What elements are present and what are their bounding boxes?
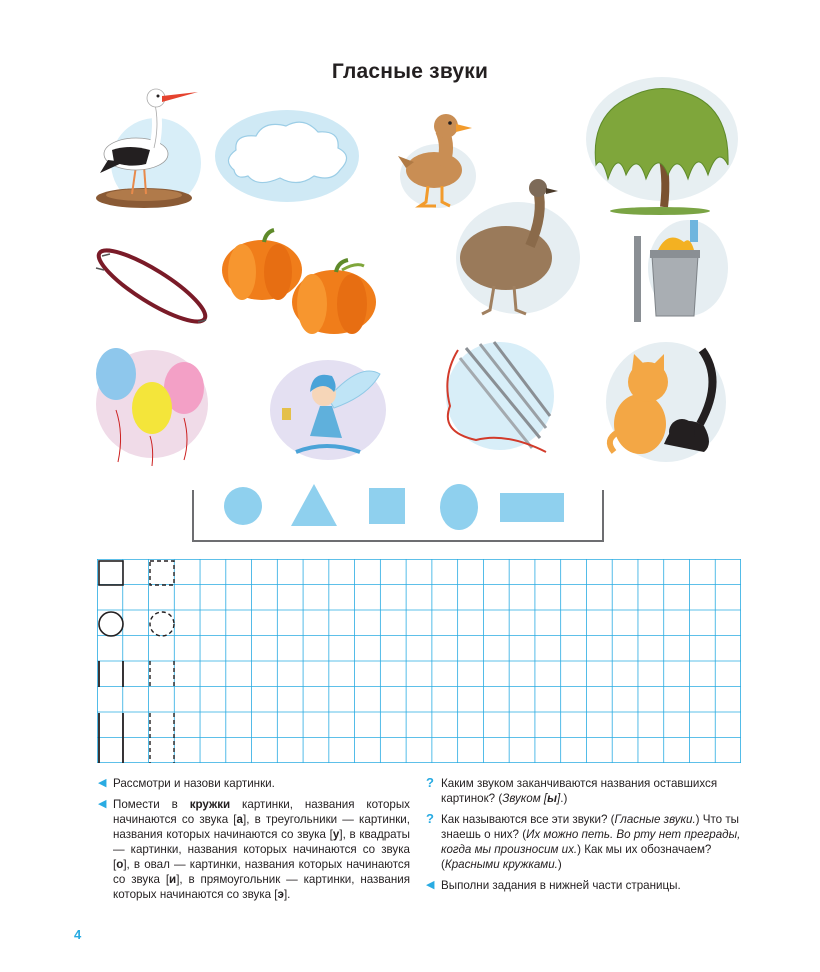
pumpkins-picture — [222, 226, 382, 336]
sound-letter: и — [169, 873, 177, 886]
question-mark-icon: ? — [426, 811, 434, 826]
sound-letter: а — [236, 813, 243, 826]
answer-text: Их можно петь. Во рту нет преграды, когда мы произносим их. — [441, 828, 741, 856]
willow-picture — [580, 75, 740, 215]
instruction-item — [98, 776, 410, 791]
instruction-text: ]. — [283, 888, 291, 901]
instructions-right — [426, 776, 742, 899]
question-text: Каким звуком заканчиваются названия оставшихся картинок? ( — [441, 777, 718, 805]
square-shape — [369, 488, 405, 524]
answer-text: ] — [557, 792, 561, 805]
question-item — [426, 812, 742, 872]
instruction-text: картинки, названия которых начинаются со звука [ — [113, 798, 410, 826]
question-text: ) Как мы их обозначаем? ( — [441, 843, 712, 871]
sound-letter: о — [116, 858, 124, 871]
square-sample — [99, 561, 123, 585]
page-number: 4 — [74, 927, 82, 942]
instruction-text: ], в треугольники — картинки, названия которых начинаются со звука [ — [113, 813, 410, 841]
hoop-picture — [88, 242, 216, 330]
instructions-left — [98, 776, 410, 908]
page-title: Гласные звуки — [331, 60, 489, 83]
instruction-text: Рассмотри и назови картинки. — [113, 777, 275, 790]
question-item — [426, 776, 742, 806]
instruction-item — [98, 797, 410, 902]
circle-sample — [99, 612, 123, 636]
sound-letter: у — [332, 828, 340, 841]
triangle-shape — [291, 484, 337, 526]
question-text: .) — [560, 792, 568, 805]
triangle-bullet-icon: ◀ — [98, 777, 107, 789]
question-text: ) Что ты знаешь о них? ( — [441, 813, 739, 841]
sound-letter: ы — [547, 792, 558, 805]
question-mark-icon: ? — [426, 775, 434, 790]
question-text: Как называются все эти звуки? ( — [441, 813, 615, 826]
answer-text: Гласные звуки. — [614, 813, 696, 826]
square-trace — [150, 561, 174, 585]
trash-can-picture — [628, 216, 728, 326]
triangle-bullet-icon: ◀ — [98, 798, 107, 810]
answer-text: Звуком [ — [502, 792, 548, 805]
writing-grid — [97, 559, 741, 763]
instruction-bold: кружки — [189, 798, 231, 811]
fairy-picture — [268, 352, 388, 464]
oval-shape — [440, 484, 478, 530]
rectangle-shape — [500, 493, 564, 522]
cloud-picture — [214, 108, 360, 203]
sound-letter: э — [277, 888, 284, 901]
instruction-text: Выполни задания в нижней части страницы. — [441, 879, 681, 892]
instruction-text: ], в овал — картинки, названия которых начинаются со звука [ — [113, 858, 410, 886]
question-text: ) — [557, 858, 562, 871]
circle-trace — [150, 612, 174, 636]
circle-shape — [224, 487, 262, 525]
stork-picture — [94, 78, 204, 213]
instruction-item — [426, 878, 742, 893]
answer-text: Красными кружками. — [444, 858, 558, 871]
cats-picture — [604, 340, 728, 464]
instruction-text: Помести в — [113, 798, 190, 811]
balloons-picture — [94, 344, 212, 466]
instruction-text: ], в квадраты — картинки, названия которых начинаются со звука [ — [113, 828, 410, 871]
emu-picture — [454, 174, 582, 319]
triangle-bullet-icon: ◀ — [426, 879, 435, 891]
needles-picture — [436, 336, 556, 458]
instruction-text: ], в прямоугольник — картинки, названия которых начинаются со звука [ — [113, 873, 410, 901]
